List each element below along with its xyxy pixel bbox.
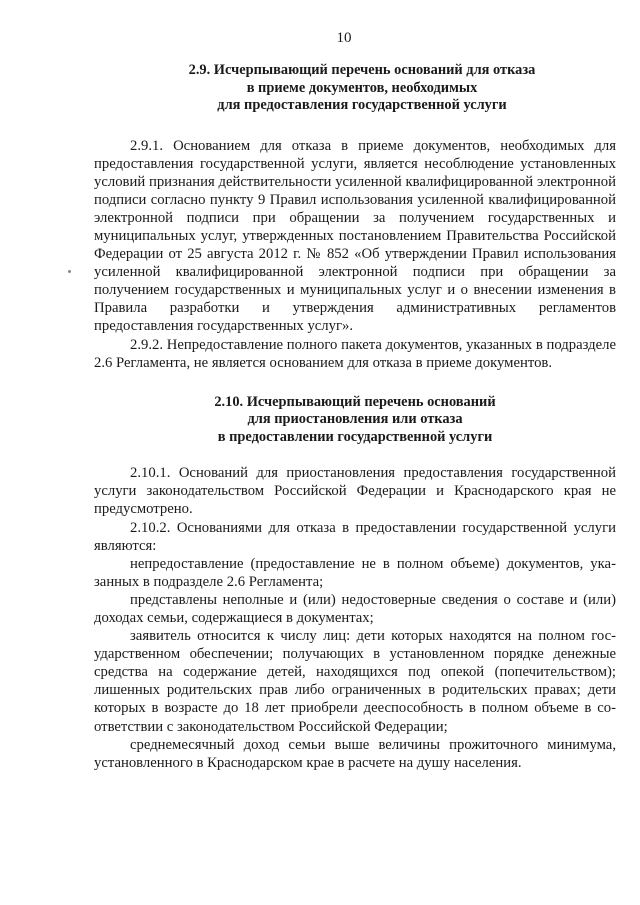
list-item-incomplete-documents: непредоставление (предоставление не в полном объеме) документов, указанных в подразделе 2.6 Регламента; [94,555,616,590]
heading-line: 2.10. Исчерпывающий перечень оснований [214,393,496,410]
paragraph-2-9-1: 2.9.1. Основанием для отказа в приеме документов, необходимых для предоставления государственной услуги, является несоблюдение установленных условий признания действительности усиленной квалифицированной электронной подписи согласно пункту 9 Правил использования усиленной квалифицированной электронной подписи при обращении за получением государственных и муниципальных услуг, утвержденных постановлением Правительства Российской Федерации от 25 августа 2012 г. № 852 «Об утверждении Правил использования усиленной квалифицированной электронной подписи при обращении за получением государственных и муниципальных услуг и о внесении изменения в Правила разработки и утверждения административных регламентов предоставления государственных услуг». [94,137,616,335]
list-item-applicant-category: заявитель относится к числу лиц: дети которых находятся на полном государственном обеспечении; получающих в установленном порядке денежные средства на содержание детей, находящихся под опекой (попечительством); лишенных родительских прав либо ограниченных в родительских правах; дети которых в возрасте до 18 лет приобрели дееспособность в полном объеме в соответствии с законодательством Российской Федерации; [94,628,616,735]
paragraph-2-9-2: 2.9.2. Непредоставление полного пакета документов, указанных в подразделе 2.6 Регламента, не является основанием для отказа в приеме документов. [94,336,616,371]
section-2-9-heading [108,62,616,115]
heading-line: в предоставлении государственной услуги [217,428,493,445]
heading-line: для приостановления или отказа [247,411,463,428]
paragraph-2-10-1: 2.10.1. Оснований для приостановления предоставления государственной услуги законодательством Российской Федерации и Краснодарского края не предусмотрено. [94,465,616,518]
paragraph-2-10-2: 2.10.2. Основаниями для отказа в предоставлении государственной услуги являются: [94,519,616,554]
margin-speck [68,270,71,273]
list-item-unreliable-information: представлены неполные и (или) недостоверные сведения о составе и (или) доходах семьи, содержащиеся в документах; [94,591,616,626]
page-number: 10 [336,30,352,46]
list-item-income-above-minimum: среднемесячный доход семьи выше величины прожиточного минимума, установленного в Краснодарском крае в расчете на душу населения. [94,736,616,771]
heading-line: в приеме документов, необходимых [246,79,478,96]
heading-line: для предоставления государственной услуги [217,97,507,113]
section-2-10-heading [94,394,616,447]
heading-line: 2.9. Исчерпывающий перечень оснований для отказа [188,62,536,78]
document-body [94,62,616,772]
